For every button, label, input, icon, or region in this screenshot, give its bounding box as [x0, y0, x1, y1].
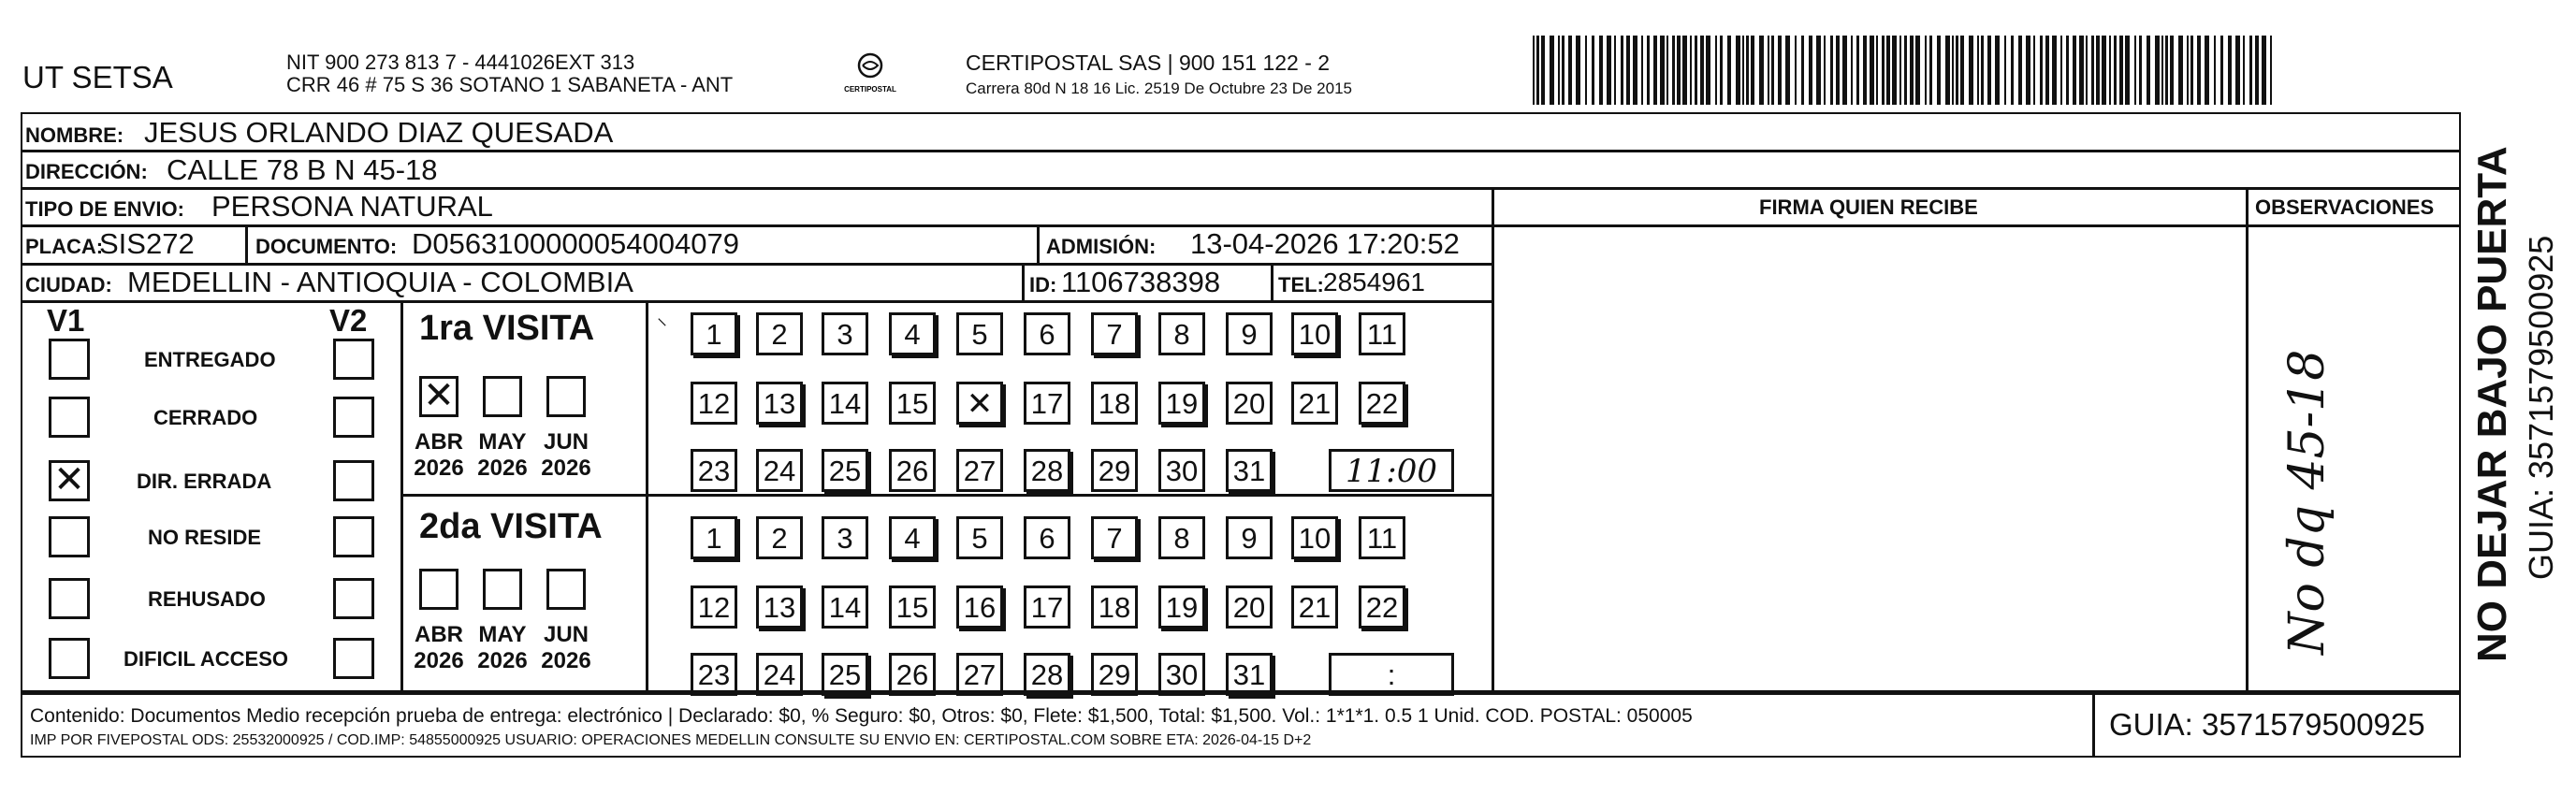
month-label: ABR 2026	[414, 622, 464, 673]
day-box-7[interactable]: 7	[1091, 312, 1138, 355]
v1-checkbox[interactable]	[49, 339, 90, 380]
month-checkbox-may[interactable]	[483, 569, 522, 610]
barcode-bar	[1987, 36, 1991, 105]
nombre-value: JESUS ORLANDO DIAZ QUESADA	[144, 116, 614, 149]
time-box[interactable]: 11:00	[1329, 449, 1454, 492]
barcode-bar	[1876, 36, 1878, 105]
barcode-bar	[1945, 36, 1950, 105]
day-box-22[interactable]: 22	[1359, 585, 1405, 629]
barcode-bar	[1641, 36, 1643, 105]
day-box-7[interactable]: 7	[1091, 516, 1138, 559]
ciudad-label: CIUDAD:	[25, 273, 112, 296]
barcode-bar	[1585, 36, 1587, 105]
barcode-bar	[2255, 36, 2259, 105]
day-box-27[interactable]: 27	[956, 653, 1003, 696]
barcode-bar	[2119, 36, 2123, 105]
barcode-bar	[2147, 36, 2150, 105]
v2-checkbox[interactable]	[333, 339, 374, 380]
barcode-bar	[2011, 36, 2014, 105]
barcode-bar	[2079, 36, 2084, 105]
v1-checkbox[interactable]: ✕	[49, 460, 90, 501]
day-box-2[interactable]: 2	[756, 516, 803, 559]
barcode-bar	[1956, 36, 1958, 105]
v1-checkbox[interactable]	[49, 397, 90, 438]
company-name: UT SETSA	[22, 60, 173, 94]
barcode-bar	[2228, 36, 2232, 105]
day-box-23[interactable]: 23	[691, 653, 737, 696]
barcode-bar	[2214, 36, 2216, 105]
barcode-bar	[2155, 36, 2160, 105]
barcode-bar	[2018, 36, 2022, 105]
time-box[interactable]: :	[1329, 653, 1454, 696]
firma-label: FIRMA QUIEN RECIBE	[1759, 195, 1978, 219]
day-box-15[interactable]: 15	[889, 585, 936, 629]
barcode-bar	[1672, 36, 1675, 105]
barcode-bar	[2052, 36, 2057, 105]
v2-checkbox[interactable]	[333, 578, 374, 619]
day-box-8[interactable]: 8	[1158, 516, 1205, 559]
day-box-26[interactable]: 26	[889, 653, 936, 696]
barcode-bar	[2114, 36, 2117, 105]
barcode-bar	[1856, 36, 1859, 105]
barcode-bar	[1568, 36, 1572, 105]
tel-label: TEL:	[1278, 273, 1324, 296]
day-box-24[interactable]: 24	[756, 653, 803, 696]
day-box-9[interactable]: 9	[1226, 516, 1273, 559]
day-box-16[interactable]: 16	[956, 585, 1003, 629]
barcode-bar	[2073, 36, 2076, 105]
day-box-21[interactable]: 21	[1291, 382, 1338, 425]
carrier-license: Carrera 80d N 18 16 Lic. 2519 De Octubre 23 De 2015	[966, 80, 1352, 97]
id-value: 1106738398	[1061, 266, 1221, 298]
day-box-26[interactable]: 26	[889, 449, 936, 492]
side-guia: GUIA: 3571579500925	[2522, 235, 2560, 580]
barcode-bar	[1863, 36, 1867, 105]
footer-print-info: IMP POR FIVEPOSTAL ODS: 25532000925 / COD.IMP: 54855000925 USUARIO: OPERACIONES MEDELLIN CONSULTE SU ENVIO EN: CERTIPOSTAL.COM SOBRE ETA: 2026-04-15 D+2	[30, 732, 1312, 748]
barcode-bar	[1785, 36, 1790, 105]
day-box-3[interactable]: 3	[822, 516, 868, 559]
barcode-bar	[1660, 36, 1665, 105]
documento-label: DOCUMENTO:	[255, 235, 398, 258]
barcode-bar	[2102, 36, 2106, 105]
barcode-bar	[1995, 36, 2000, 105]
tipo-label: TIPO DE ENVIO:	[25, 197, 184, 221]
month-checkbox-may[interactable]	[483, 376, 522, 417]
day-box-24[interactable]: 24	[756, 449, 803, 492]
status-label: DIR. ERRADA	[137, 470, 272, 493]
v2-checkbox[interactable]	[333, 460, 374, 501]
barcode-bar	[1690, 36, 1692, 105]
status-label: ENTREGADO	[144, 348, 276, 371]
barcode-bar	[1851, 36, 1853, 105]
day-box-19[interactable]: 19	[1158, 382, 1205, 425]
carrier-line: CERTIPOSTAL SAS | 900 151 122 - 2	[966, 51, 1331, 75]
day-box-22[interactable]: 22	[1359, 382, 1405, 425]
barcode-bar	[2270, 36, 2272, 105]
day-box-31[interactable]: 31	[1226, 449, 1273, 492]
barcode-bar	[2165, 36, 2168, 105]
barcode-bar	[1842, 36, 1847, 105]
barcode-bar	[1915, 36, 1920, 105]
barcode-bar	[1925, 36, 1927, 105]
day-box-15[interactable]: 15	[889, 382, 936, 425]
day-box-8[interactable]: 8	[1158, 312, 1205, 355]
day-box-20[interactable]: 20	[1226, 382, 1273, 425]
placa-label: PLACA:	[25, 235, 104, 258]
sender-address: CRR 46 # 75 S 36 SOTANO 1 SABANETA - ANT	[286, 73, 734, 96]
tel-value: 2854961	[1323, 267, 1426, 296]
barcode-bar	[2243, 36, 2245, 105]
barcode-bar	[1824, 36, 1826, 105]
v2-label: V2	[329, 303, 368, 338]
day-box-23[interactable]: 23	[691, 449, 737, 492]
barcode-bar	[2262, 36, 2266, 105]
day-box-4[interactable]: 4	[889, 312, 936, 355]
day-box-1[interactable]: 1	[691, 312, 737, 355]
day-box-17[interactable]: 17	[1024, 585, 1070, 629]
barcode	[1533, 36, 2281, 105]
barcode-bar	[2134, 36, 2136, 105]
barcode-bar	[1816, 36, 1821, 105]
certipostal-logo	[842, 49, 898, 105]
barcode-bar	[1981, 36, 1984, 105]
barcode-bar	[1607, 36, 1611, 105]
barcode-bar	[1904, 36, 1907, 105]
barcode-bar	[1809, 36, 1812, 105]
day-box-13[interactable]: 13	[756, 585, 803, 629]
barcode-bar	[2197, 36, 2201, 105]
id-label: ID:	[1029, 273, 1057, 296]
handwritten-observation: No dq 45-18	[2279, 349, 2336, 655]
barcode-bar	[2220, 36, 2223, 105]
placa-value: SIS272	[99, 227, 195, 260]
barcode-bar	[1695, 36, 1697, 105]
day-box-21[interactable]: 21	[1291, 585, 1338, 629]
documento-value: D0563100000054004079	[412, 227, 739, 260]
barcode-bar	[1977, 36, 1979, 105]
barcode-bar	[1599, 36, 1603, 105]
month-checkbox-abr[interactable]	[419, 569, 458, 610]
day-box-29[interactable]: 29	[1091, 653, 1138, 696]
admision-label: ADMISIÓN:	[1046, 235, 1157, 258]
barcode-bar	[1536, 36, 1539, 105]
barcode-bar	[1969, 36, 1973, 105]
day-box-25[interactable]: 25	[822, 449, 868, 492]
day-box-12[interactable]: 12	[691, 585, 737, 629]
day-box-20[interactable]: 20	[1226, 585, 1273, 629]
nit-line: NIT 900 273 813 7 - 4441026EXT 313	[286, 51, 635, 74]
day-box-25[interactable]: 25	[822, 653, 868, 696]
day-box-11[interactable]: 11	[1359, 516, 1405, 559]
day-box-4[interactable]: 4	[889, 516, 936, 559]
status-label: REHUSADO	[148, 587, 266, 611]
barcode-bar	[1647, 36, 1650, 105]
barcode-bar	[2040, 36, 2043, 105]
barcode-bar	[2178, 36, 2183, 105]
barcode-bar	[2190, 36, 2193, 105]
month-checkbox-abr[interactable]: ✕	[419, 376, 458, 417]
barcode-bar	[1746, 36, 1749, 105]
barcode-bar	[1759, 36, 1764, 105]
visit1-title: 1ra VISITA	[419, 309, 595, 348]
day-box-18[interactable]: 18	[1091, 382, 1138, 425]
day-box-3[interactable]: 3	[822, 312, 868, 355]
barcode-bar	[1886, 36, 1890, 105]
barcode-bar	[1778, 36, 1782, 105]
day-box-16[interactable]: ✕	[956, 382, 1003, 425]
barcode-bar	[1768, 36, 1769, 105]
side-warning: NO DEJAR BAJO PUERTA	[2469, 146, 2515, 662]
admision-value: 13-04-2026 17:20:52	[1190, 227, 1460, 260]
barcode-bar	[2026, 36, 2030, 105]
barcode-bar	[1682, 36, 1687, 105]
v2-checkbox[interactable]	[333, 516, 374, 557]
barcode-bar	[1836, 36, 1840, 105]
barcode-bar	[2004, 36, 2006, 105]
barcode-bar	[2125, 36, 2130, 105]
barcode-bar	[1576, 36, 1580, 105]
day-box-19[interactable]: 19	[1158, 585, 1205, 629]
barcode-bar	[2235, 36, 2240, 105]
barcode-bar	[1720, 36, 1723, 105]
barcode-bar	[1706, 36, 1710, 105]
observaciones-label: OBSERVACIONES	[2255, 195, 2435, 219]
barcode-bar	[1614, 36, 1616, 105]
barcode-bar	[1533, 36, 1535, 105]
visit2-title: 2da VISITA	[419, 507, 603, 546]
barcode-bar	[1592, 36, 1594, 105]
barcode-bar	[1801, 36, 1804, 105]
day-box-1[interactable]: 1	[691, 516, 737, 559]
barcode-bar	[1892, 36, 1897, 105]
barcode-bar	[1550, 36, 1554, 105]
barcode-bar	[1626, 36, 1630, 105]
day-box-17[interactable]: 17	[1024, 382, 1070, 425]
barcode-bar	[1742, 36, 1744, 105]
barcode-bar	[2187, 36, 2189, 105]
v2-checkbox[interactable]	[333, 638, 374, 679]
day-box-29[interactable]: 29	[1091, 449, 1138, 492]
day-box-9[interactable]: 9	[1226, 312, 1273, 355]
day-box-13[interactable]: 13	[756, 382, 803, 425]
month-label: JUN 2026	[541, 622, 591, 673]
day-box-14[interactable]: 14	[822, 585, 868, 629]
day-box-14[interactable]: 14	[822, 382, 868, 425]
nombre-label: NOMBRE:	[25, 123, 124, 147]
status-label: CERRADO	[153, 406, 258, 429]
status-label: NO RESIDE	[148, 526, 262, 549]
barcode-bar	[1795, 36, 1797, 105]
day-box-6[interactable]: 6	[1024, 312, 1070, 355]
day-box-27[interactable]: 27	[956, 449, 1003, 492]
barcode-bar	[1870, 36, 1874, 105]
day-box-6[interactable]: 6	[1024, 516, 1070, 559]
barcode-bar	[2086, 36, 2088, 105]
barcode-bar	[1771, 36, 1774, 105]
barcode-bar	[2205, 36, 2209, 105]
day-box-30[interactable]: 30	[1158, 449, 1205, 492]
barcode-bar	[1751, 36, 1754, 105]
day-box-5[interactable]: 5	[956, 312, 1003, 355]
barcode-bar	[1727, 36, 1731, 105]
barcode-bar	[2033, 36, 2035, 105]
barcode-bar	[1633, 36, 1637, 105]
status-label: DIFICIL ACCESO	[124, 647, 289, 671]
barcode-bar	[2045, 36, 2049, 105]
v1-checkbox[interactable]	[49, 578, 90, 619]
barcode-bar	[1910, 36, 1914, 105]
barcode-bar	[1621, 36, 1623, 105]
footer-contents: Contenido: Documentos Medio recepción prueba de entrega: electrónico | Declarado: $0, % Seguro: $0, Otros: $0, Flete: $1,500, Total: $1,500. Vol.: 1*1*1. 0.5 1 Unid. COD. POSTAL: 050005	[30, 705, 1693, 727]
barcode-bar	[1882, 36, 1885, 105]
barcode-bar	[1960, 36, 1964, 105]
day-box-2[interactable]: 2	[756, 312, 803, 355]
barcode-bar	[1830, 36, 1833, 105]
day-box-31[interactable]: 31	[1226, 653, 1273, 696]
barcode-bar	[2139, 36, 2142, 105]
barcode-bar	[2060, 36, 2062, 105]
day-box-28[interactable]: 28	[1024, 653, 1070, 696]
barcode-bar	[1541, 36, 1545, 105]
day-box-10[interactable]: 10	[1291, 516, 1338, 559]
barcode-bar	[2170, 36, 2174, 105]
month-label: MAY 2026	[477, 429, 528, 481]
month-checkbox-jun[interactable]	[546, 376, 586, 417]
barcode-bar	[2091, 36, 2094, 105]
barcode-bar	[2066, 36, 2069, 105]
barcode-bar	[1677, 36, 1681, 105]
barcode-bar	[2249, 36, 2252, 105]
barcode-bar	[1937, 36, 1941, 105]
barcode-bar	[1666, 36, 1668, 105]
day-box-5[interactable]: 5	[956, 516, 1003, 559]
tipo-value: PERSONA NATURAL	[211, 190, 493, 223]
barcode-bar	[1715, 36, 1717, 105]
direccion-value: CALLE 78 B N 45-18	[167, 153, 438, 186]
barcode-bar	[2161, 36, 2163, 105]
day-box-30[interactable]: 30	[1158, 653, 1205, 696]
barcode-bar	[1562, 36, 1565, 105]
barcode-bar	[1700, 36, 1704, 105]
v1-checkbox[interactable]	[49, 516, 90, 557]
v2-checkbox[interactable]	[333, 397, 374, 438]
barcode-bar	[1952, 36, 1954, 105]
v1-label: V1	[47, 303, 85, 338]
day-box-18[interactable]: 18	[1091, 585, 1138, 629]
month-checkbox-jun[interactable]	[546, 569, 586, 610]
barcode-bar	[1899, 36, 1901, 105]
month-label: MAY 2026	[477, 622, 528, 673]
day-box-10[interactable]: 10	[1291, 312, 1338, 355]
barcode-bar	[1558, 36, 1560, 105]
footer-guia: GUIA: 3571579500925	[2109, 707, 2425, 742]
v1-checkbox[interactable]	[49, 638, 90, 679]
logo-text: CERTIPOSTAL	[844, 85, 896, 94]
direccion-label: DIRECCIÓN:	[25, 160, 148, 183]
barcode-bar	[1653, 36, 1657, 105]
month-label: JUN 2026	[541, 429, 591, 481]
day-box-11[interactable]: 11	[1359, 312, 1405, 355]
day-box-28[interactable]: 28	[1024, 449, 1070, 492]
month-label: ABR 2026	[414, 429, 464, 481]
barcode-bar	[2109, 36, 2111, 105]
barcode-bar	[1736, 36, 1740, 105]
day-box-12[interactable]: 12	[691, 382, 737, 425]
ciudad-value: MEDELLIN - ANTIOQUIA - COLOMBIA	[127, 266, 633, 298]
visit1-arrow: ⸌	[657, 314, 668, 338]
barcode-bar	[1929, 36, 1932, 105]
barcode-bar	[2096, 36, 2100, 105]
